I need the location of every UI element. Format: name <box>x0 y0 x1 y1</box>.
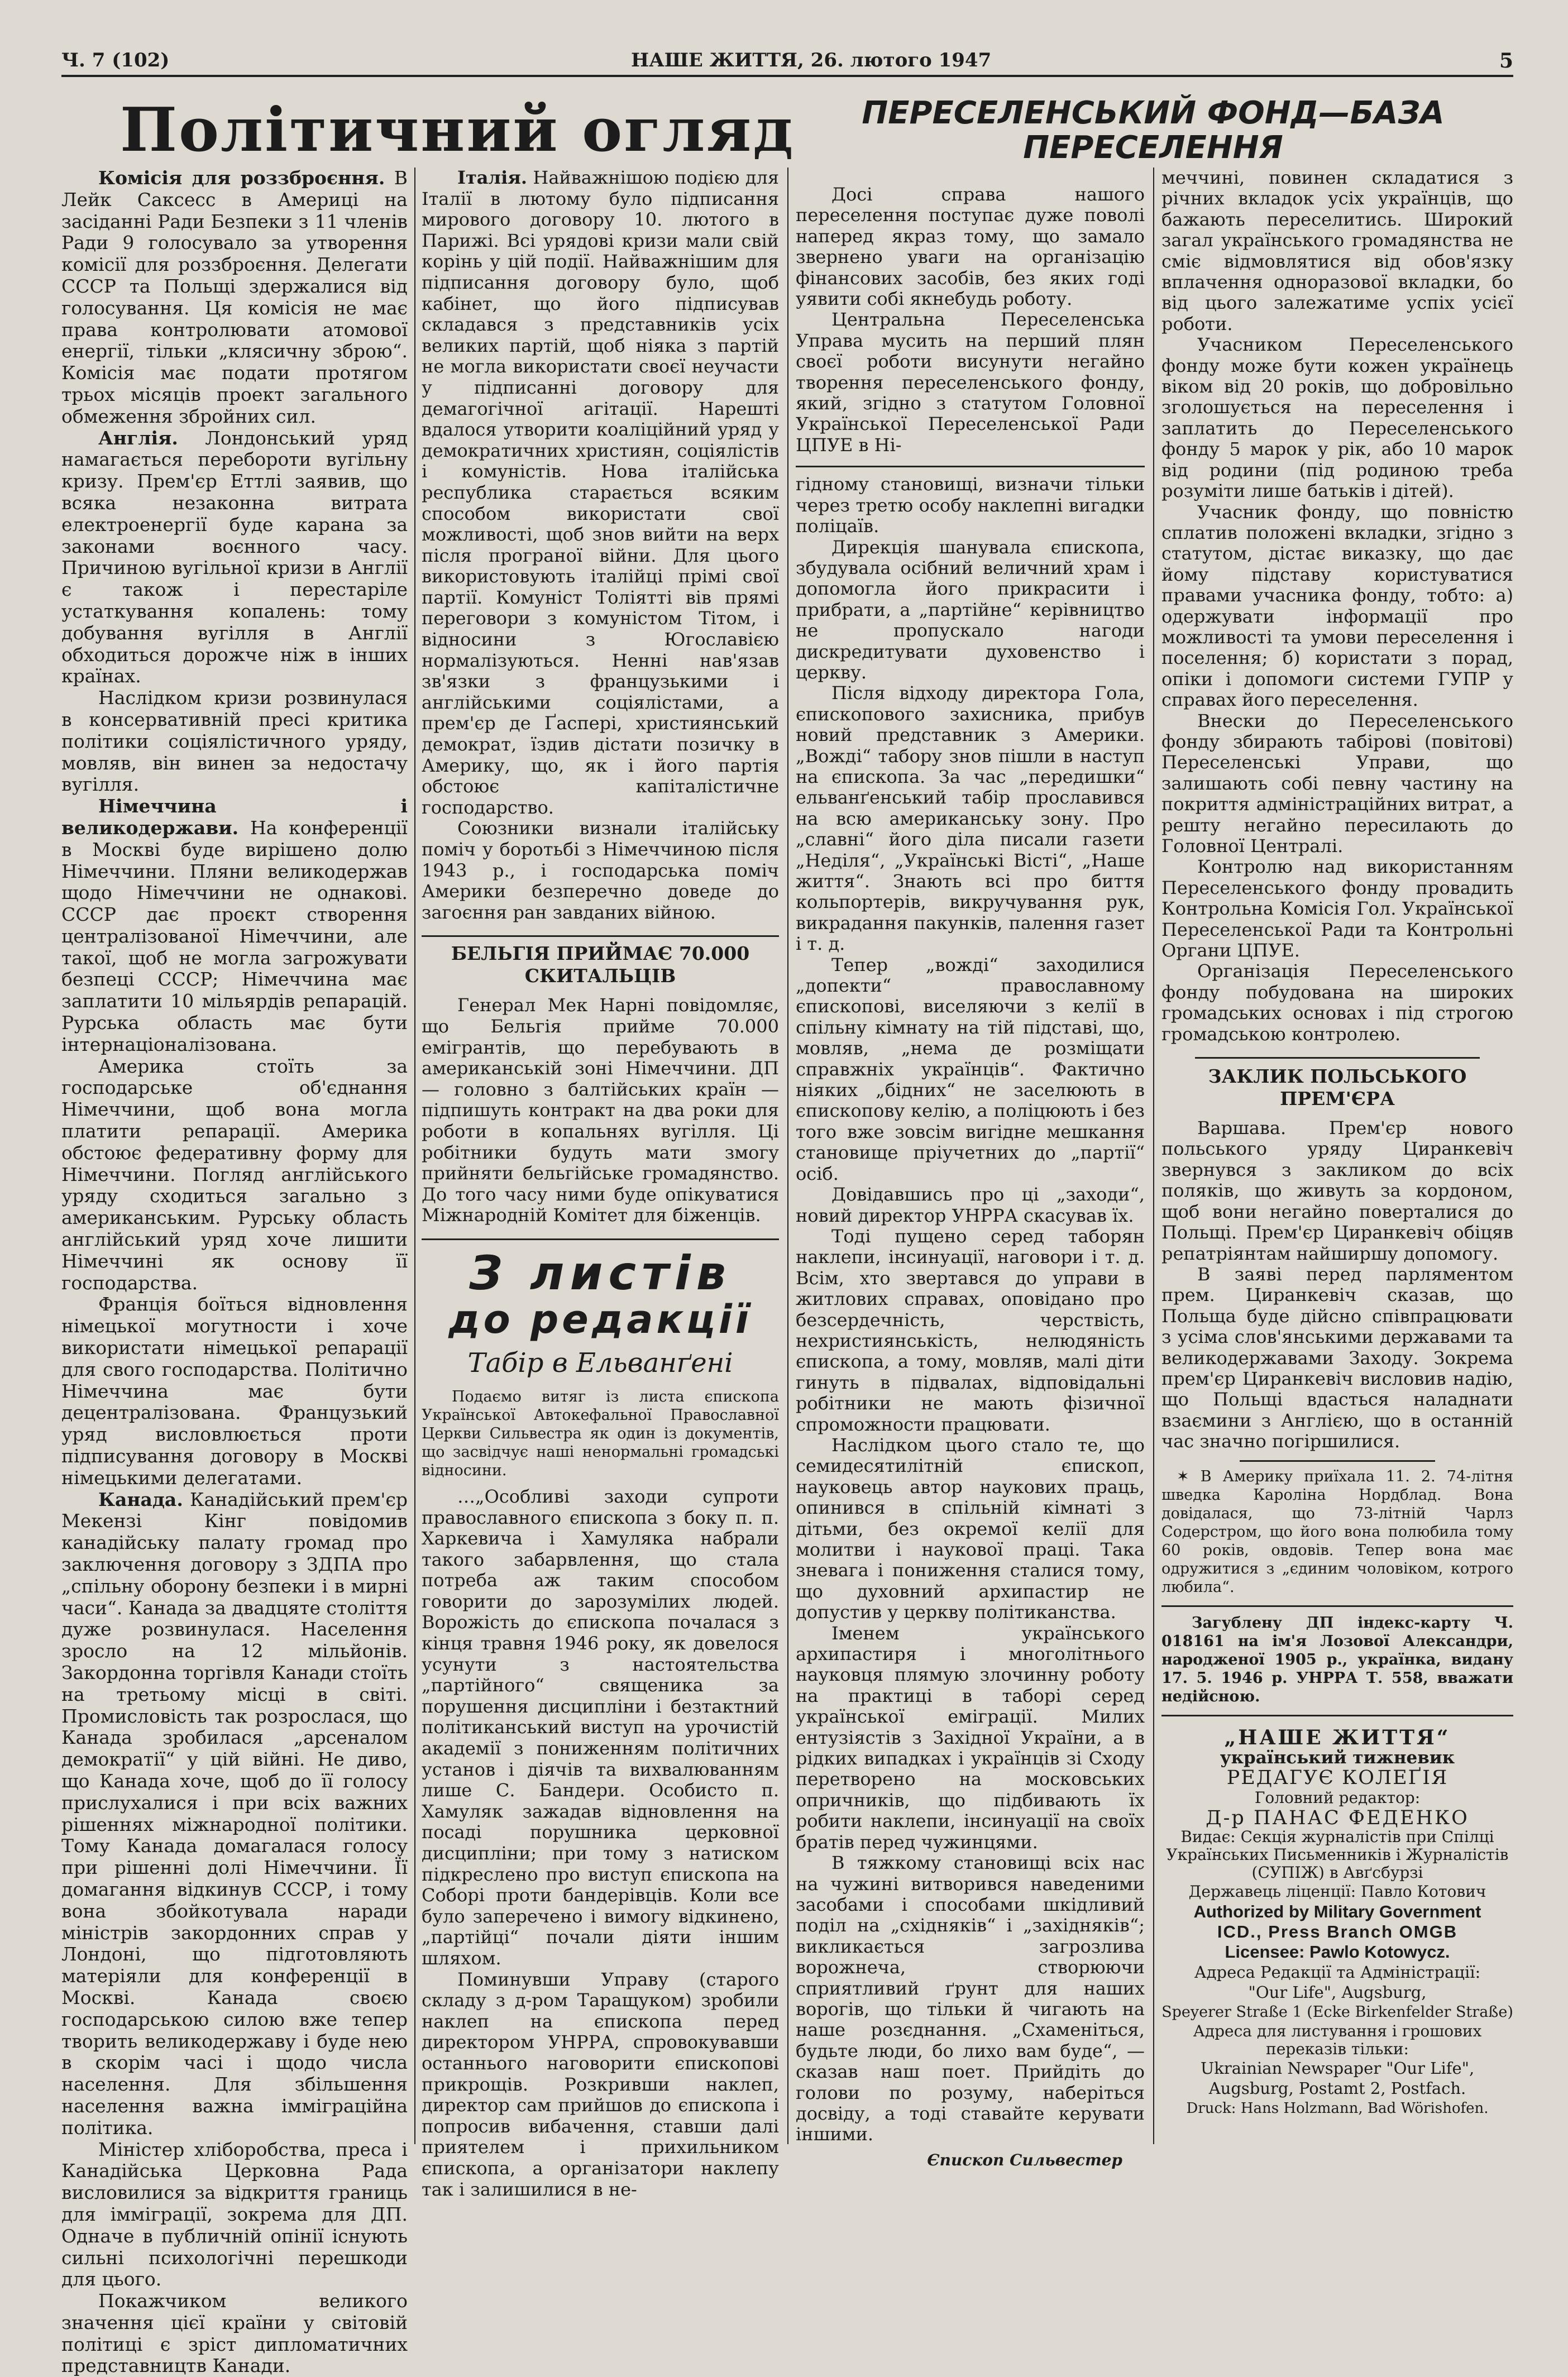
letter-paragraph: Довідавшись про ці „заходи“, новий директор УНРРА скасував їх. <box>796 1184 1145 1226</box>
page-number: 5 <box>1499 49 1513 73</box>
letter-paragraph: Тепер „вожді“ заходилися „допекти“ православному єпископові, виселяючи з келії в спільну кімнату на тій підставі, що, мовляв, „нема де розміщати справжніх українців“. Фактично ніяких „бідних“ не заселюють в єпископову келію, а поліцюють і без того вже зовсім вигідне мешкання становище пріучетних до „партії“ осіб. <box>796 954 1145 1184</box>
masthead-publisher: Видає: Секція журналістів при Спілці Українських Письменників і Журналістів (СУПІЖ) в Авґсбурзі <box>1166 1827 1509 1882</box>
col4 <box>1161 168 1513 2118</box>
fund-title: ПЕРЕСЕЛЕНСЬКИЙ ФОНД—БАЗА ПЕРЕСЕЛЕННЯ <box>862 95 1445 166</box>
polish-title: ЗАКЛИК ПОЛЬСЬКОГО ПРЕМ'ЄРА <box>1208 1065 1467 1110</box>
col3 <box>796 184 1145 2170</box>
fund-paragraph: Досі справа нашого переселення поступає дуже поволі наперед якраз тому, що замало звернено уваги на організацію фінансових засобів, без яких годі уявити собі якнебудь роботу. <box>796 184 1145 310</box>
fund-paragraph: Учасник фонду, що повністю сплатив положені вкладки, згідно з статутом, дістає виказку, що дає йому підставу користуватися правами учасника фонду, тобто: а) одержувати інформації про можливості та умови переселення і поселення; б) користати з порад, опіки і допомоги системи ГУПР у справах його переселення. <box>1161 501 1513 711</box>
political-review-col1 <box>61 168 408 2377</box>
masthead-mail2: Augsburg, Postamt 2, Postfach. <box>1208 2078 1466 2098</box>
fund-paragraph: Учасником Переселенського фонду може бути кожен українець віком від 20 років, що добровільно зголошується на переселення і заплатить до Переселенського фонду 5 марок у рік, або 10 марок від родини (під родиною треба розуміти лише батьків і дітей). <box>1161 334 1513 502</box>
pr-paragraph: Комісія для роззброєння. В Лейк Саксесс в Америці на засіданні Ради Безпеки з 11 членів Ради 9 голосувало за утворення комісії для роззброєння. Делегати СССР та Польщі здержалися від голосування. Ця комісія не має права контролювати атомової енергії, тільки „клясичну зброю“. Комісія має подати протягом трьох місяців проект загального обмеження збройних сил. <box>61 167 408 427</box>
letter-paragraph: Дирекція шанувала єпископа, збудувала осібний величний храм і допомогла його прикрасити і прибрати, а „партійне“ керівництво не пропускало нагоди дискредитувати духовенство і церкву. <box>796 536 1145 683</box>
pr-paragraph: Канада. Канадійський прем'єр Мекензі Кінг повідомив канадійську палату громад про заключення договору з ЗДПА про „спільну оборону безпеки і в мирні часи“. Канада за двадцяте століття дуже розвинулася. Населення зросло на 12 мільйонів. Закордонна торгівля Канади стоїть на третьому місці в світі. Промисловість так розрослася, що Канада зробилася „арсеналом демократії“ у цій війні. Не диво, що Канада хоче, щоб до її голосу прислухалися і при всіх важних рішеннях міжнародної політики. Тому Канада домагалася голосу при рішенні долі Німеччини. Її домагання відкинув СССР, і тому вона збойкотувала наради міністрів закордонних справ у Лондоні, що підготовляють матеріяли для конференції в Москві. Канада своєю господарською силою вже тепер творить великодержаву і буде нею в скорім часі і щодо числа населення. Для збільшення населення важна імміграційна політика. <box>61 1488 408 2139</box>
column-rule <box>787 168 788 2144</box>
masthead-address2: Speyerer Straße 1 (Ecke Birkenfelder Straße) <box>1161 2003 1513 2021</box>
lost-card-notice: Загублену ДП індекс-карту Ч. 018161 на ім'я Лозової Александри, народженої 1905 р., українка, видану 17. 5. 1946 р. УНРРА Т. 558, вважати недійсною. <box>1161 1614 1513 1705</box>
masthead-mail-label: Адреса для листування і грошових переказів тільки: <box>1193 2021 1482 2058</box>
polish-paragraph: Варшава. Прем'єр нового польського уряду Циранкевіч звернувся з закликом до всіх поляків, що живуть за кордоном, щоб вони негайно поверталися до Польщі. Прем'єр Циранкевіч обіцяв репатріянтам найширшу допомогу. <box>1161 1117 1513 1264</box>
page-header <box>61 49 1513 77</box>
pr-paragraph: Союзники визнали італійську поміч у боротьбі з Німеччиною після 1943 р., і господарська поміч Америки безперечно доведе до загоєння ран завданих війною. <box>422 817 779 923</box>
column-rule <box>1153 168 1154 2144</box>
pr-paragraph: Італія. Найважнішою подією для Італії в лютому було підписання мирового договору 10. лютого в Парижі. Всі урядові кризи мали свій корінь у цій події. Найважнішим для підписання договору було, щоб кабінет, що його підписував складався з представників усіх великих партій, щоб ніяка з партій не могла використати своєї неучасти у підписанні договору для демагогічної агітації. Нарешті вдалося утворити коаліційний уряд у демократичних християн, соціялістів і комуністів. Нова італійська республика старається всяким способом використати свої можливості, щоб знов вийти на верх після програної війни. Для цього використовують італійці прімі свої партії. Комуніст Толіятті вів прямі переговори з комуністом Тітом, і відносини з Югославією нормалізуються. Ненні нав'язав зв'язки з французькими і англійськими соціялістами, а прем'єр де Ґаспері, християнський демократ, їздив дістати позичку в Америку, що, як і його партія обстоює капіталістичне господарство. <box>422 167 779 818</box>
masthead-auth1: Authorized by Military Government <box>1193 1901 1481 1921</box>
letter-signature: Єпископ Сильвестер <box>927 2150 1122 2169</box>
letter-paragraph: …„Особливі заходи супроти православного єпископа з боку п. п. Харкевича і Хамуляка набрали такого забарвлення, що стала потреба аж таким способом говорити до зарозумілих людей. Ворожість до єпископа почалася з кінця травня 1946 року, як довелося усунути з настоятельства „партійного“ священика за порушення дисципліни і безтактний політиканський виступ на урочистій академії з пониженням політичних установ і діячів та вихвалюванням лише С. Бандери. Особисто п. Хамуляк зажадав відновлення на посаді порушника церковної дисципліни; при тому з натиском підкреслено про виступ єпископа на Соборі проти бандерівців. Коли все було заперечено і вимогу відкинено, „партійці“ почали діяти іншим шляхом. <box>422 1485 779 1969</box>
political-review-title: Політичний огляд <box>120 95 795 165</box>
masthead-subtitle: український тижневик <box>1220 1747 1455 1768</box>
issue-number: Ч. 7 (102) <box>61 49 170 71</box>
letters-intro: Подаємо витяг із листа єпископа Української Автокефальної Православної Церкви Сильвестра як один із документів, що засвідчує наші ненормальні громадські відносини. <box>422 1388 779 1479</box>
masthead-licensee: Licensee: Pawlo Kotowycz. <box>1225 1941 1450 1962</box>
masthead <box>1161 1725 1513 2118</box>
masthead-address-label: Адреса Редакції та Адміністрації: <box>1194 1962 1481 1982</box>
letter-paragraph: Наслідком цього стало те, що семидесятилітній єпископ, науковець автор наукових праць, опинився в спільній кімнаті з дітьми, без окремої келії для молитви і наукової праці. Така зневага і пониження сталися тому, що духовний архипастир не допустив у церкву політиканства. <box>796 1434 1145 1623</box>
paper-date: НАШЕ ЖИТТЯ, 26. лютого 1947 <box>631 49 992 71</box>
fund-paragraph: меччині, повинен складатися з річних вкладок усіх українців, що бажають переселитись. Широкий загал українського громадянства не сміє відмовлятися від обов'язку вплачення одноразової вкладки, бо від цього залежатиме успіх усієї роботи. <box>1161 167 1513 334</box>
pr-paragraph: Англія. Лондонський уряд намагається перебороти вугільну кризу. Прем'єр Еттлі заявив, що всяка незаконна витрата електроенергії буде карана за законами воєнного часу. Причиною вугільної кризи в Англії є також і перестаріле устаткування копалень: тому добування вугілля в Англії обходиться дорожче ніж в інших країнах. <box>61 427 408 687</box>
pr-paragraph: Америка стоїть за господарське об'єднання Німеччини, щоб вона могла платити репарації. Америка обстоює федеративну форму для Німеччини. Погляд англійського уряду сходиться загально з американським. Рурську область англійський уряд хоче лишити Німеччині як основу її господарства. <box>61 1055 408 1294</box>
pr-paragraph: Міністер хліборобства, преса і Канадійська Церковна Рада висловилися за відкриття границь для імміграції, зокрема для ДП. Одначе в публичній опінії існують сильні психологічні перешкоди для цього. <box>61 2138 408 2290</box>
masthead-chief-label: Головний редактор: <box>1254 1788 1421 1807</box>
masthead-auth2: ICD., Press Branch OMGB <box>1217 1921 1458 1941</box>
letter-paragraph: Тоді пущено серед таборян наклепи, інсинуації, наговори і т. д. Всім, хто звертався до управи в житлових справах, оповідано про безсердечність, черствість, нехристиянськість, нелюдяність єпископа, а тому, мовляв, малі діти гинуть в підвалах, відповідальні робітники не мають фізичної спроможности працювати. <box>796 1225 1145 1435</box>
political-review-col2 <box>422 168 779 2200</box>
masthead-name: „НАШЕ ЖИТТЯ“ <box>1224 1725 1451 1749</box>
masthead-license: Державець ліценції: Павло Котович <box>1188 1882 1486 1901</box>
masthead-editorial: РЕДАГУЄ КОЛЕҐІЯ <box>1226 1766 1449 1789</box>
masthead-print: Druck: Hans Holzmann, Bad Wörishofen. <box>1186 2099 1489 2117</box>
belgium-text: Генерал Мек Нарні повідомляє, що Бельгія прийме 70.000 емігрантів, що перебувають в американській зоні Німеччини. ДП — головно з балтійських країн — підпишуть контракт на два роки для роботи в копальнях вугілля. Ці робітники будуть мати змогу прийняти бельгійське громадянство. До того часу ними буде опікуватися Міжнародній Комітет для біженців. <box>422 994 779 1226</box>
letter-paragraph: Іменем українського архипастиря і многолітнього науковця плямую злочинну роботу на практиці в таборі серед української еміграції. Милих ентузіястів з Західної України, а в рідких випадках і українців зі Сходу перетворено на московських опричників, що підбивають їх робити наклепи, інсинуації на своїх братів перед чужинцями. <box>796 1622 1145 1853</box>
pr-paragraph: Франція боїться відновлення німецької могутности і хоче використати німецької репарації для свого господарства. Політично Німеччина має бути децентралізована. Французький уряд висловлюється проти підписування договору в Москві німецькими делегатами. <box>61 1293 408 1489</box>
letter-paragraph: Після відходу директора Гола, єпископового захисника, прибув новий представник з Америки. „Вожді“ табору знов пішли в наступ на єпископа. За час „передишки“ ельванґенський табір прославився на всю американську зону. Про „славні“ його діла писали газети „Неділя“, „Українські Вісті“, „Наше життя“. Знають всі про биття кольпортерів, викручування рук, викрадання пакунків, палення газет і т. д. <box>796 682 1145 955</box>
header-rule <box>61 75 1513 77</box>
belgium-title: БЕЛЬГІЯ ПРИЙМАЄ 70.000 СКИТАЛЬЦІВ <box>451 943 750 987</box>
letter-paragraph: Поминувши Управу (старого складу з д-ром Таращуком) зробили наклеп на єпископа перед директором УНРРА, спровокувавши останнього наговорити єпископові прикрощів. Розкривши наклеп, директор сам прийшов до єпископа і попросив вибачення, ставши далі приятелем і прихильником єпископа, а організатори наклепу так і залишилися в не- <box>422 1968 779 2200</box>
fund-paragraph: Організація Переселенського фонду побудована на широких громадських основах і під строгою громадською контролею. <box>1161 960 1513 1045</box>
fund-paragraph: Контролю над використанням Переселенського фонду провадить Контрольна Комісія Гол. Української Переселенської Ради та Контрольні Органи ЦПУЕ. <box>1161 856 1513 962</box>
pr-paragraph: Наслідком кризи розвинулася в консервативній пресі критика політики соціялістичного уряду, мовляв, він винен за недостачу вугілля. <box>61 687 408 796</box>
fund-paragraph: Внески до Переселенського фонду збирають табірові (повітові) Переселенські Управи, що залишають собі певну частину на покриття адміністраційних витрат, а решту негайно пересилають до Головної Централі. <box>1161 710 1513 857</box>
letter-paragraph: гідному становищі, визначи тільки через третю особу наклепні вигадки поліцаїв. <box>796 474 1145 537</box>
letter-paragraph: В тяжкому становищі всіх нас на чужині витворився наведеними засобами і способами шкідливий поділ на „східняків“ і „західняків“; викликається загрозлива ворожнеча, створюючи сприятливий ґрунт для наших ворогів, що тільки й чигають на наше розєднання. „Схаменіться, будьте люди, бо лихо вам буде“, — сказав наш поет. Прийдіть до голови по розуму, наберіться досвіду, а тоді ставайте керувати іншими. <box>796 1852 1145 2145</box>
brief-note: ✶ В Америку приїхала 11. 2. 74-літня шведка Кароліна Нордблад. Вона довідалася, що 73-літній Чарлз Содерстром, що його вона полюбила тому 60 років, овдовів. Тепер вона має одружитися з „єдиним чоловіком, котрого любила“. <box>1161 1467 1513 1596</box>
masthead-chief: Д-р ПАНАС ФЕДЕНКО <box>1206 1806 1469 1829</box>
letters-title: З листів до редакції <box>448 1245 752 1342</box>
pr-paragraph: Покажчиком великого значення цієї країни у світовій політиці є зріст дипломатичних представництв Канади. <box>61 2290 408 2377</box>
column-rule <box>414 168 415 2144</box>
fund-paragraph: Центральна Переселенська Управа мусить на перший плян своєї роботи висунути негайно творення переселенського фонду, який, згідно з статутом Головної Української Переселенської Ради ЦПУЕ в Ні- <box>796 309 1145 456</box>
polish-paragraph: В заяві перед парляментом прем. Циранкевіч сказав, що Польща буде дійсно співпрацювати з усіма слов'янськими державами та великодержавами Заходу. Зокрема прем'єр Циранкевіч висловив надію, що Польщі вдасться наладнати взаємини з Англією, що в останній час значно погіршилися. <box>1161 1263 1513 1452</box>
masthead-address1: "Our Life", Augsburg, <box>1248 1982 1427 2002</box>
pr-paragraph: Німеччина і великодержави. На конференції в Москві буде вирішено долю Німеччини. Пляни великодержав щодо Німеччини не однакові. СССР дає проєкт створення централізованої Німеччини, але такої, щоб не могла загрожувати безпеці СССР; Німеччина має заплатити 10 мільярдів репарацій. Рурська область має бути інтернаціоналізована. <box>61 795 408 1055</box>
letters-subtitle: Табір в Ельванґені <box>467 1347 733 1379</box>
masthead-mail1: Ukrainian Newspaper "Our Life", <box>1200 2058 1475 2078</box>
